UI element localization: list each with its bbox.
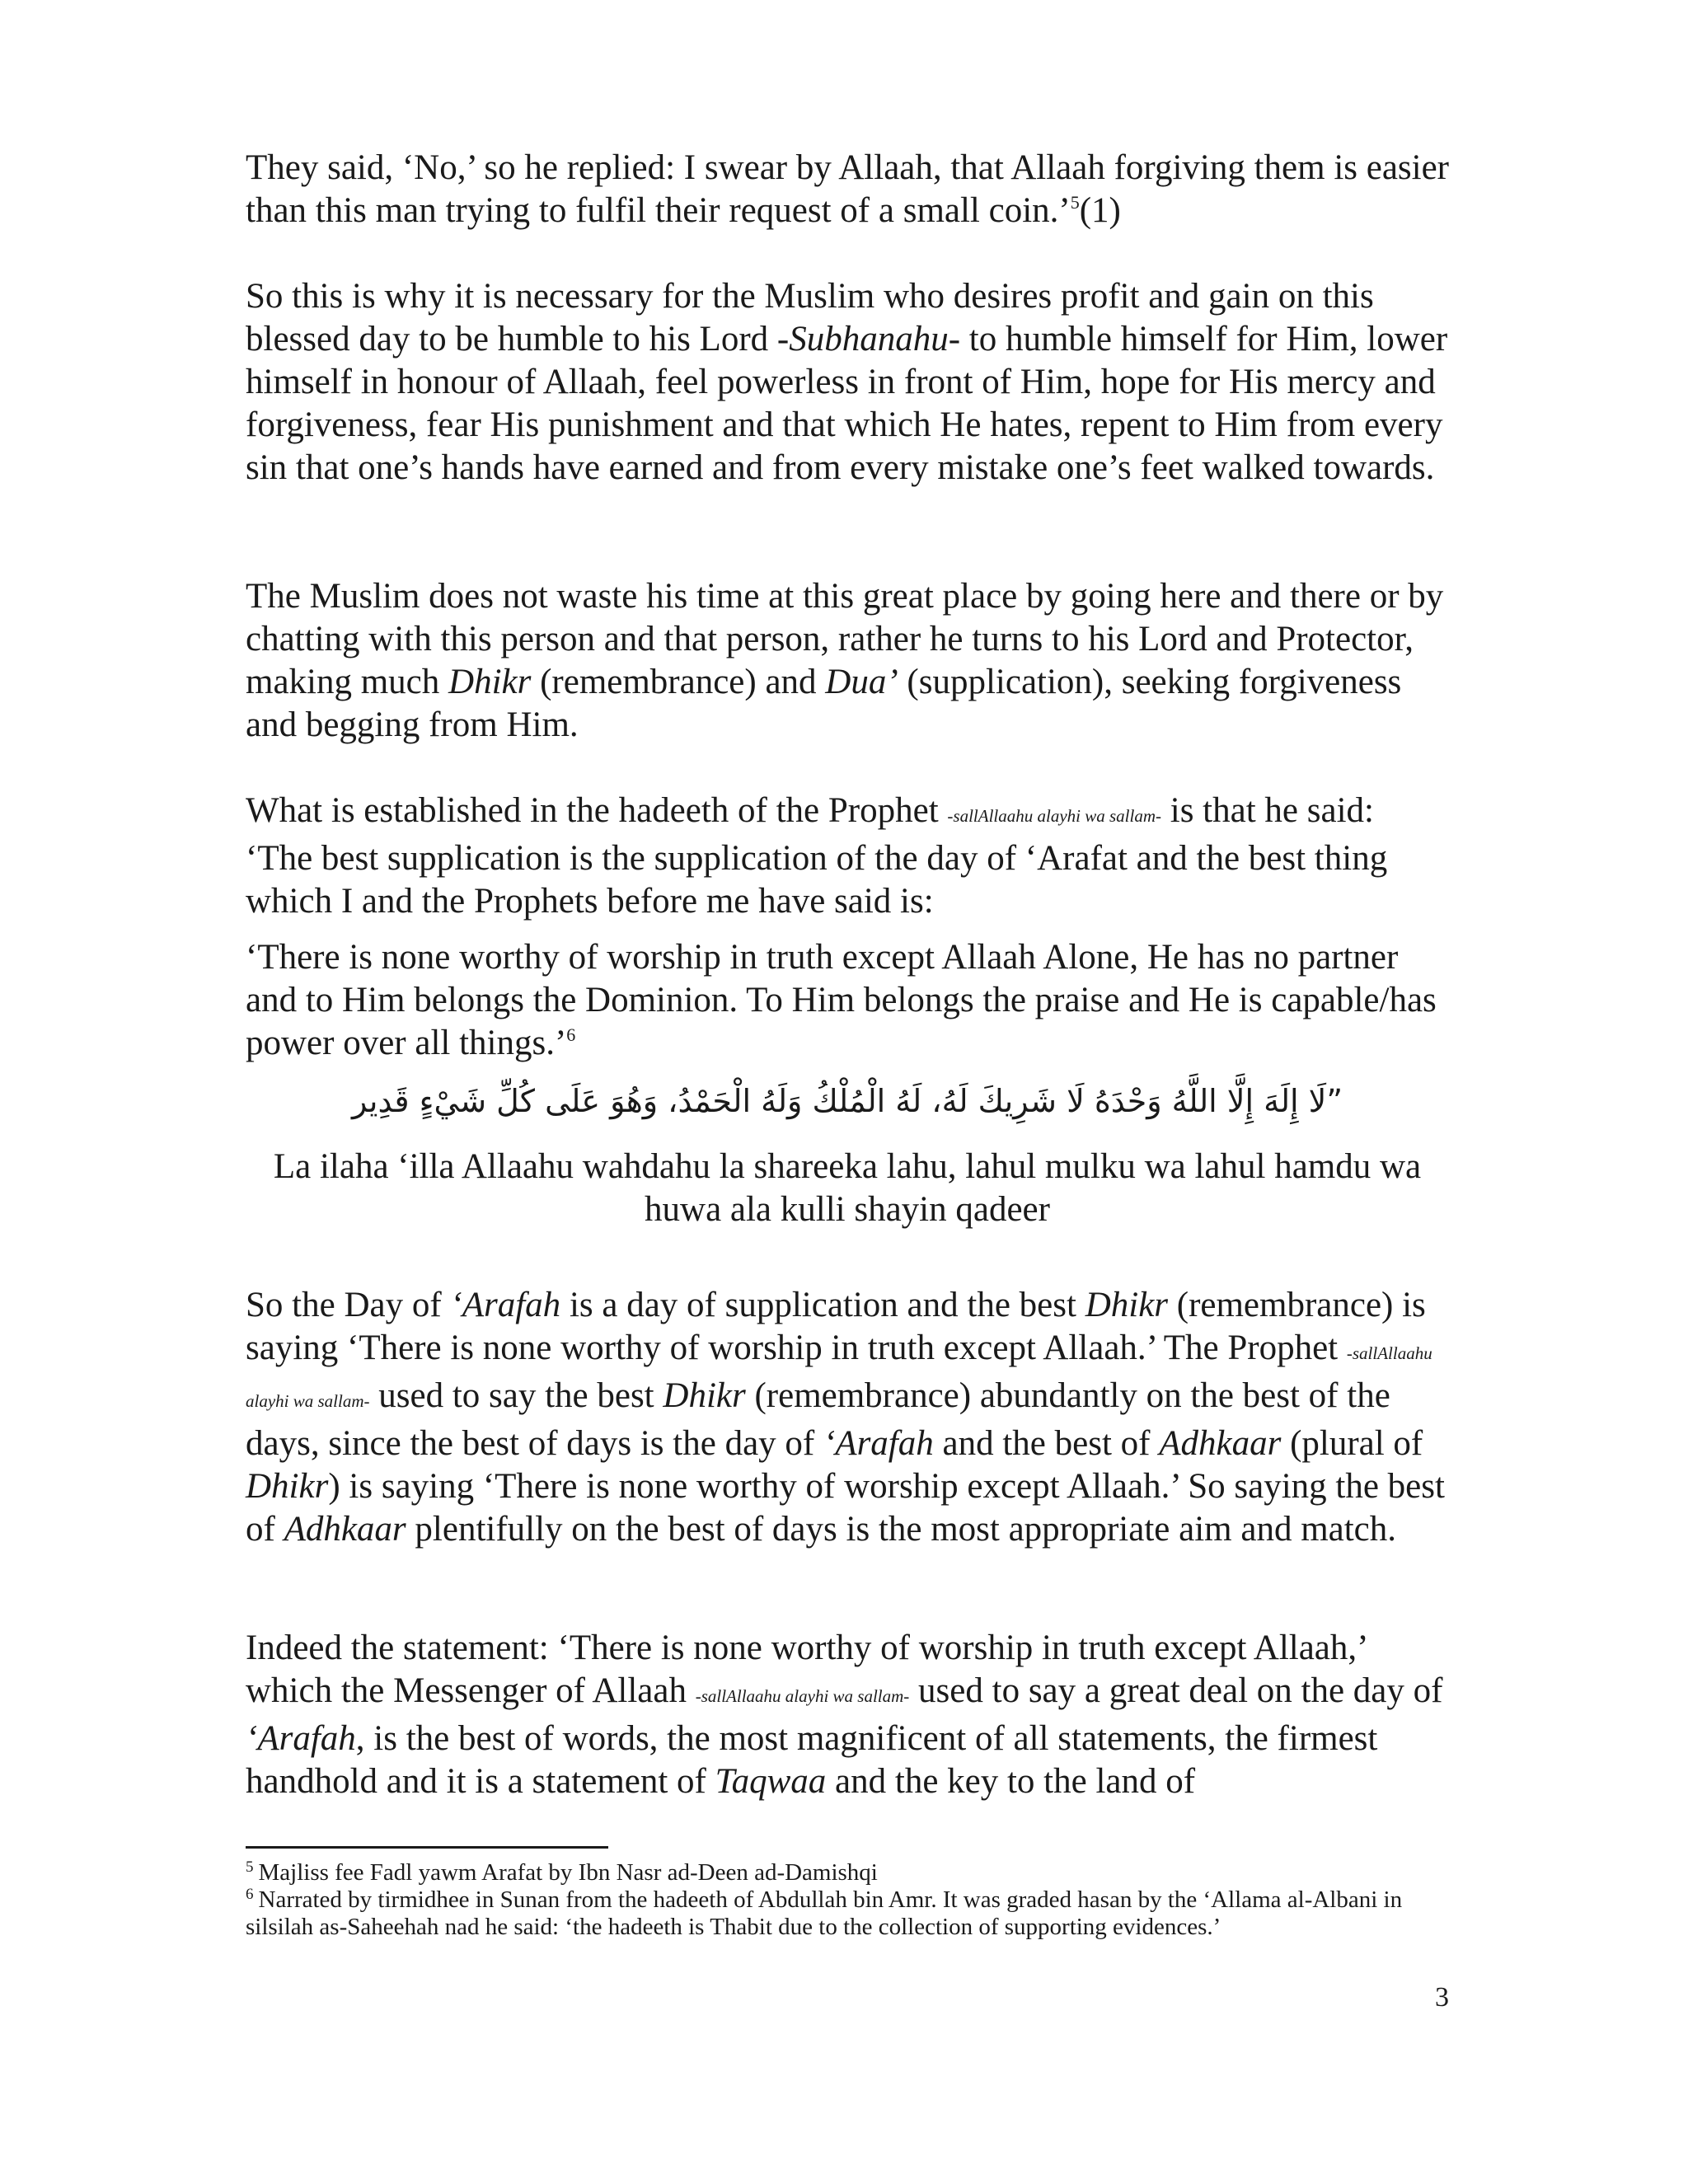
page-number: 3	[1435, 1982, 1449, 2013]
salutation-note: -sallAllaahu alayhi wa sallam-	[695, 1686, 910, 1706]
term-subhanahu: Subhanahu	[789, 320, 949, 359]
arabic-dhikr: ”لَا إِلَهَ إِلَّا اللَّهُ وَحْدَهُ لَا شَرِيكَ لَهُ، لَهُ الْمُلْكُ وَلَهُ الْحَمْدُ، وَهُوَ عَلَى كُلِّ شَيْءٍ قَدِير	[351, 1083, 1343, 1119]
paragraph-6: So the Day of ‘Arafah is a day of supplication and the best Dhikr (remembrance) is saying ‘There is none worthy of worship in truth except Allaah.’ The Prophet -sallAllaahu alayhi wa sallam- used to say the best Dhikr (remembrance) abundantly on the best of the days, since the best of days is the day of ‘Arafah and the best of Adhkaar (plural of Dhikr) is saying ‘There is none worthy of worship except Allaah.’ So saying the best of Adhkaar plentifully on the best of days is the most appropriate aim and match.	[246, 1286, 1445, 1549]
paragraph-1-tail: (1)	[1079, 191, 1121, 230]
transliteration: La ilaha ‘illa Allaahu wahdahu la shareeka lahu, lahul mulku wa lahul hamdu wa huwa ala kulli shayin qadeer	[273, 1147, 1422, 1229]
footnote-separator	[246, 1846, 608, 1849]
footnote-ref-5[interactable]: 5	[1070, 192, 1080, 213]
paragraph-3: The Muslim does not waste his time at this great place by going here and there or by chatting with this person and that person, rather he turns to his Lord and Protector, making much Dhikr (remembrance) and Dua’ (supplication), seeking forgiveness and begging from Him.	[246, 577, 1444, 744]
paragraph-4: What is established in the hadeeth of the Prophet -sallAllaahu alayhi wa sallam- is that he said: ‘The best supplication is the supplication of the day of ‘Arafat and the best thing which I and the Prophets before me have said is:	[246, 791, 1388, 921]
paragraph-7: Indeed the statement: ‘There is none worthy of worship in truth except Allaah,’ which the Messenger of Allaah -sallAllaahu alayhi wa sallam- used to say a great deal on the day of ‘Arafah, is the best of words, the most magnificent of all statements, the firmest handhold and it is a statement of Taqwaa and the key to the land of	[246, 1629, 1443, 1801]
salutation-note: -sallAllaahu alayhi wa sallam-	[947, 806, 1161, 826]
term-dua: Dua’	[825, 663, 898, 701]
paragraph-1	[246, 147, 1449, 232]
footnote-ref-6[interactable]: 6	[566, 1024, 576, 1045]
paragraph-2: So this is why it is necessary for the Muslim who desires profit and gain on this blessed day to be humble to his Lord -Subhanahu- to humble himself for Him, lower himself in honour of Allaah, feel powerless in front of Him, hope for His mercy and forgiveness, fear His punishment and that which He hates, repent to Him from every sin that one’s hands have earned and from every mistake one’s feet walked towards.	[246, 277, 1448, 487]
salutation-note: -sallAllaahu alayhi wa sallam-	[246, 1343, 1432, 1411]
footnote-6: $^6$ Narrated by tirmidhee in Sunan from the hadeeth of Abdullah bin Amr. It was graded hasan by the ‘Allama al-Albani in silsilah as-Saheehah nad he said: ‘the hadeeth is Thabit due to the collection of supporting evidences.’	[246, 1886, 1403, 1940]
footnotes	[246, 1859, 1449, 1941]
footnote-5: $^5$ Majliss fee Fadl yawm Arafat by Ibn Nasr ad-Deen ad-Damishqi	[246, 1858, 878, 1886]
paragraph-1-text: They said, ‘No,’ so he replied: I swear by Allaah, that Allaah forgiving them is easier than this man trying to fulfil their request of a small coin.’	[246, 148, 1450, 230]
paragraph-5: ‘There is none worthy of worship in truth except Allaah Alone, He has no partner and to Him belongs the Dominion. To Him belongs the praise and He is capable/has power over all things.’$^6$	[246, 938, 1437, 1062]
term-dhikr: Dhikr	[448, 663, 532, 701]
